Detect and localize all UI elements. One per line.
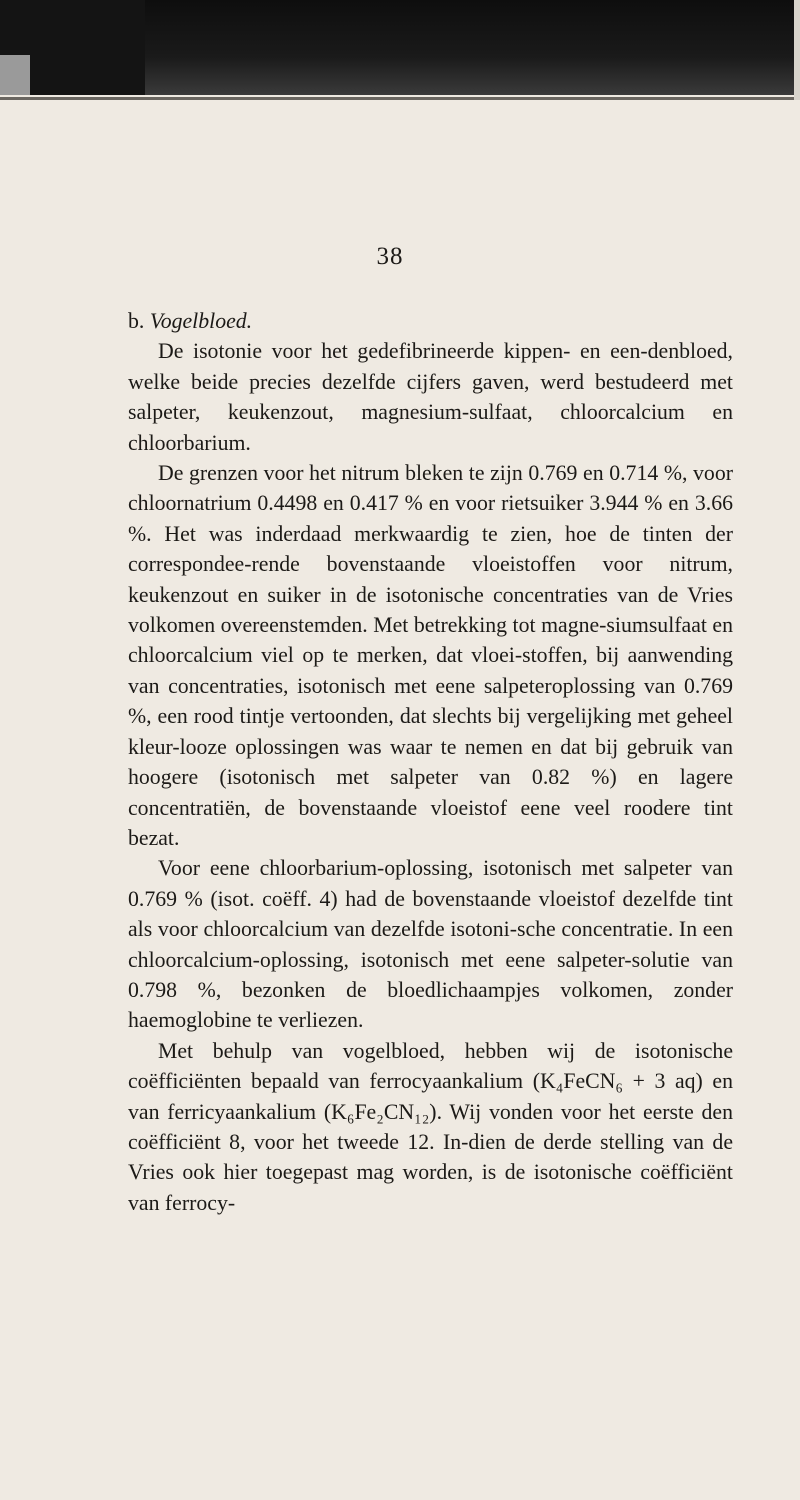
paragraph-3: Voor eene chloorbarium-oplossing, isotonisch met salpeter van 0.769 % (isot. coëff. 4) had de bovenstaande vloeistof dezelfde tint als voor chloorcalcium van dezelfde isotoni-sche concentratie. In een chloorcalcium-oplossing, isotonisch met eene salpeter-solutie van 0.798 %, bezonken de bloedlichaampjes volkomen, zonder haemoglobine te verliezen. bbox=[128, 856, 733, 1033]
paragraph-1: De isotonie voor het gedefibrineerde kippen- en een-denbloed, welke beide precies dezelfde cijfers gaven, werd bestudeerd met salpeter, keukenzout, magnesium-sulfaat, chloorcalcium en chloorbarium. bbox=[128, 339, 733, 455]
paragraph-2: De grenzen voor het nitrum bleken te zijn 0.769 en 0.714 %, voor chloornatrium 0.4498 en 0.417 % en voor rietsuiker 3.944 % en 3.66 %. Het was inderdaad merkwaardig te zien, hoe de tinten der correspondee-rende bovenstaande vloeistoffen voor nitrum, keukenzout en suiker in de isotonische concentraties van de Vries volkomen overeenstemden. Met betrekking tot magne-siumsulfaat en chloorcalcium viel op te merken, dat vloei-stoffen, bij aanwending van concentraties, isotonisch met eene salpeteroplossing van 0.769 %, een rood tintje vertoonden, dat slechts bij vergelijking met geheel kleur-looze oplossingen was waar te nemen en dat bij gebruik van hoogere (isotonisch met salpeter van 0.82 %) en lagere concentratiën, de bovenstaande vloeistof eene veel roodere tint bezat. bbox=[128, 461, 733, 850]
scan-edge-line bbox=[0, 97, 800, 100]
page-number: 38 bbox=[376, 243, 404, 270]
page-content bbox=[128, 306, 733, 1218]
scan-right-edge bbox=[794, 0, 800, 100]
section-title: Vogelbloed. bbox=[149, 309, 253, 333]
section-label: b. bbox=[128, 309, 145, 333]
paragraph-4: Met behulp van vogelbloed, hebben wij de isotonische coëfficiënten bepaald van ferrocyaankalium (K₄FeCN₆ + 3 aq) en van ferricyaankalium (K₆Fe₂CN₁₂). Wij vonden voor het eerste den coëfficiënt 8, voor het tweede 12. In-dien de derde stelling van de Vries ook hier toegepast mag worden, is de isotonische coëfficiënt van ferrocy- bbox=[128, 1038, 733, 1215]
section-heading bbox=[128, 306, 733, 336]
scan-dark-bar bbox=[145, 0, 795, 95]
scan-grey-corner bbox=[0, 55, 30, 95]
